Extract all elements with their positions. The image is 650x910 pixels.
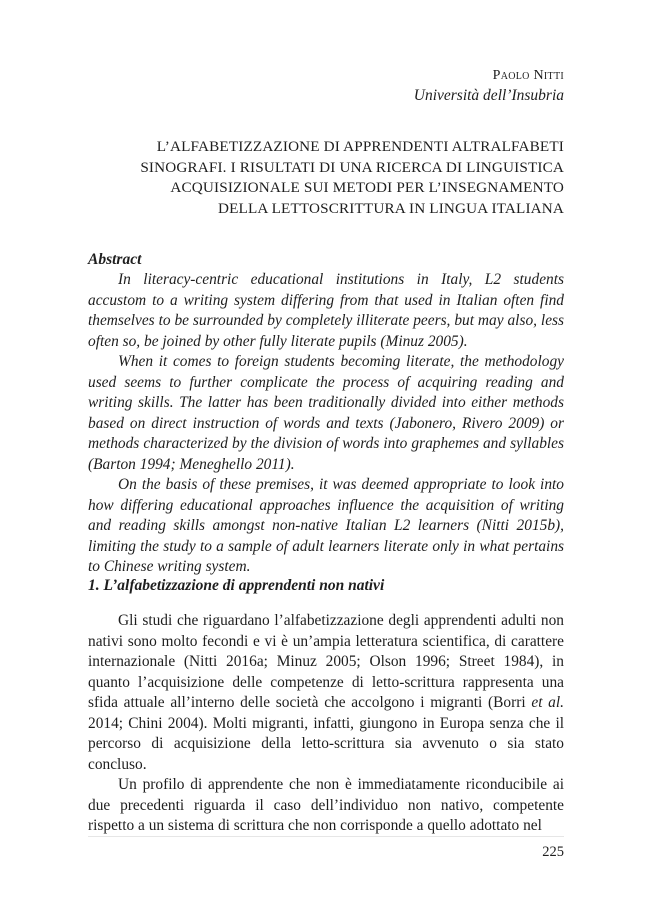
footer-divider: [88, 836, 564, 837]
title-line: L’ALFABETIZZAZIONE DI APPRENDENTI ALTRALFABETI: [156, 138, 564, 155]
body-text-run: Gli studi che riguardano l’alfabetizzazione degli apprendenti adulti non nativi sono molto fecondi e vi è un’ampia letteratura scientifica, di carattere internazionale (Nitti 2016a; Minuz 2005; Olson 1996; Street 1984), in quanto l’acquisizione delle competenze di letto-scrittura rappresenta una sfida attuale all’interno delle società che accolgono i migranti (Borri: [88, 612, 564, 711]
abstract-heading: Abstract: [88, 251, 142, 268]
abstract-section: [88, 249, 564, 578]
body-paragraph: Un profilo di apprendente che non è immediatamente riconducibile ai due precedenti riguarda il caso dell’individuo non nativo, competente rispetto a un sistema di scrittura che non corrisponde a quello adottato nel: [88, 776, 564, 834]
author-block: [414, 66, 564, 106]
page-number: 225: [542, 844, 564, 860]
article-title: [94, 137, 564, 219]
author-affiliation: Università dell’Insubria: [413, 87, 564, 104]
body-paragraph: [88, 611, 564, 775]
et-al-emphasis: et al.: [531, 694, 564, 711]
title-line: SINOGRAFI. I RISULTATI DI UNA RICERCA DI LINGUISTICA: [140, 158, 564, 176]
abstract-paragraph: On the basis of these premises, it was deemed appropriate to look into how differing educational approaches influence the acquisition of writing and reading skills amongst non-native Italian L2 learners (Nitti 2015b), limiting the study to a sample of adult learners literate only in what pertains to Chinese writing system.: [88, 476, 564, 575]
body-text: [88, 611, 564, 837]
author-name: Paolo Nitti: [492, 68, 564, 83]
title-line: DELLA LETTOSCRITTURA IN LINGUA ITALIANA: [217, 199, 564, 217]
body-text-run: 2014; Chini 2004). Molti migranti, infatti, giungono in Europa senza che il percorso di acquisizione della letto-scrittura sia avvenuto o sia stato concluso.: [88, 714, 564, 773]
section-heading: 1. L’alfabetizzazione di apprendenti non nativi: [88, 577, 385, 594]
title-line: ACQUISIZIONALE SUI METODI PER L’INSEGNAMENTO: [170, 179, 564, 196]
abstract-paragraph: When it comes to foreign students becoming literate, the methodology used seems to further complicate the process of acquiring reading and writing skills. The latter has been traditionally divided into either methods based on direct instruction of words and texts (Jabonero, Rivero 2009) or methods characterized by the division of words into graphemes and syllables (Barton 1994; Meneghello 2011).: [88, 353, 564, 473]
abstract-paragraph: In literacy-centric educational institutions in Italy, L2 students accustom to a writing system differing from that used in Italian often find themselves to be surrounded by completely illiterate peers, but may also, less often so, be joined by other fully literate pupils (Minuz 2005).: [88, 271, 564, 350]
